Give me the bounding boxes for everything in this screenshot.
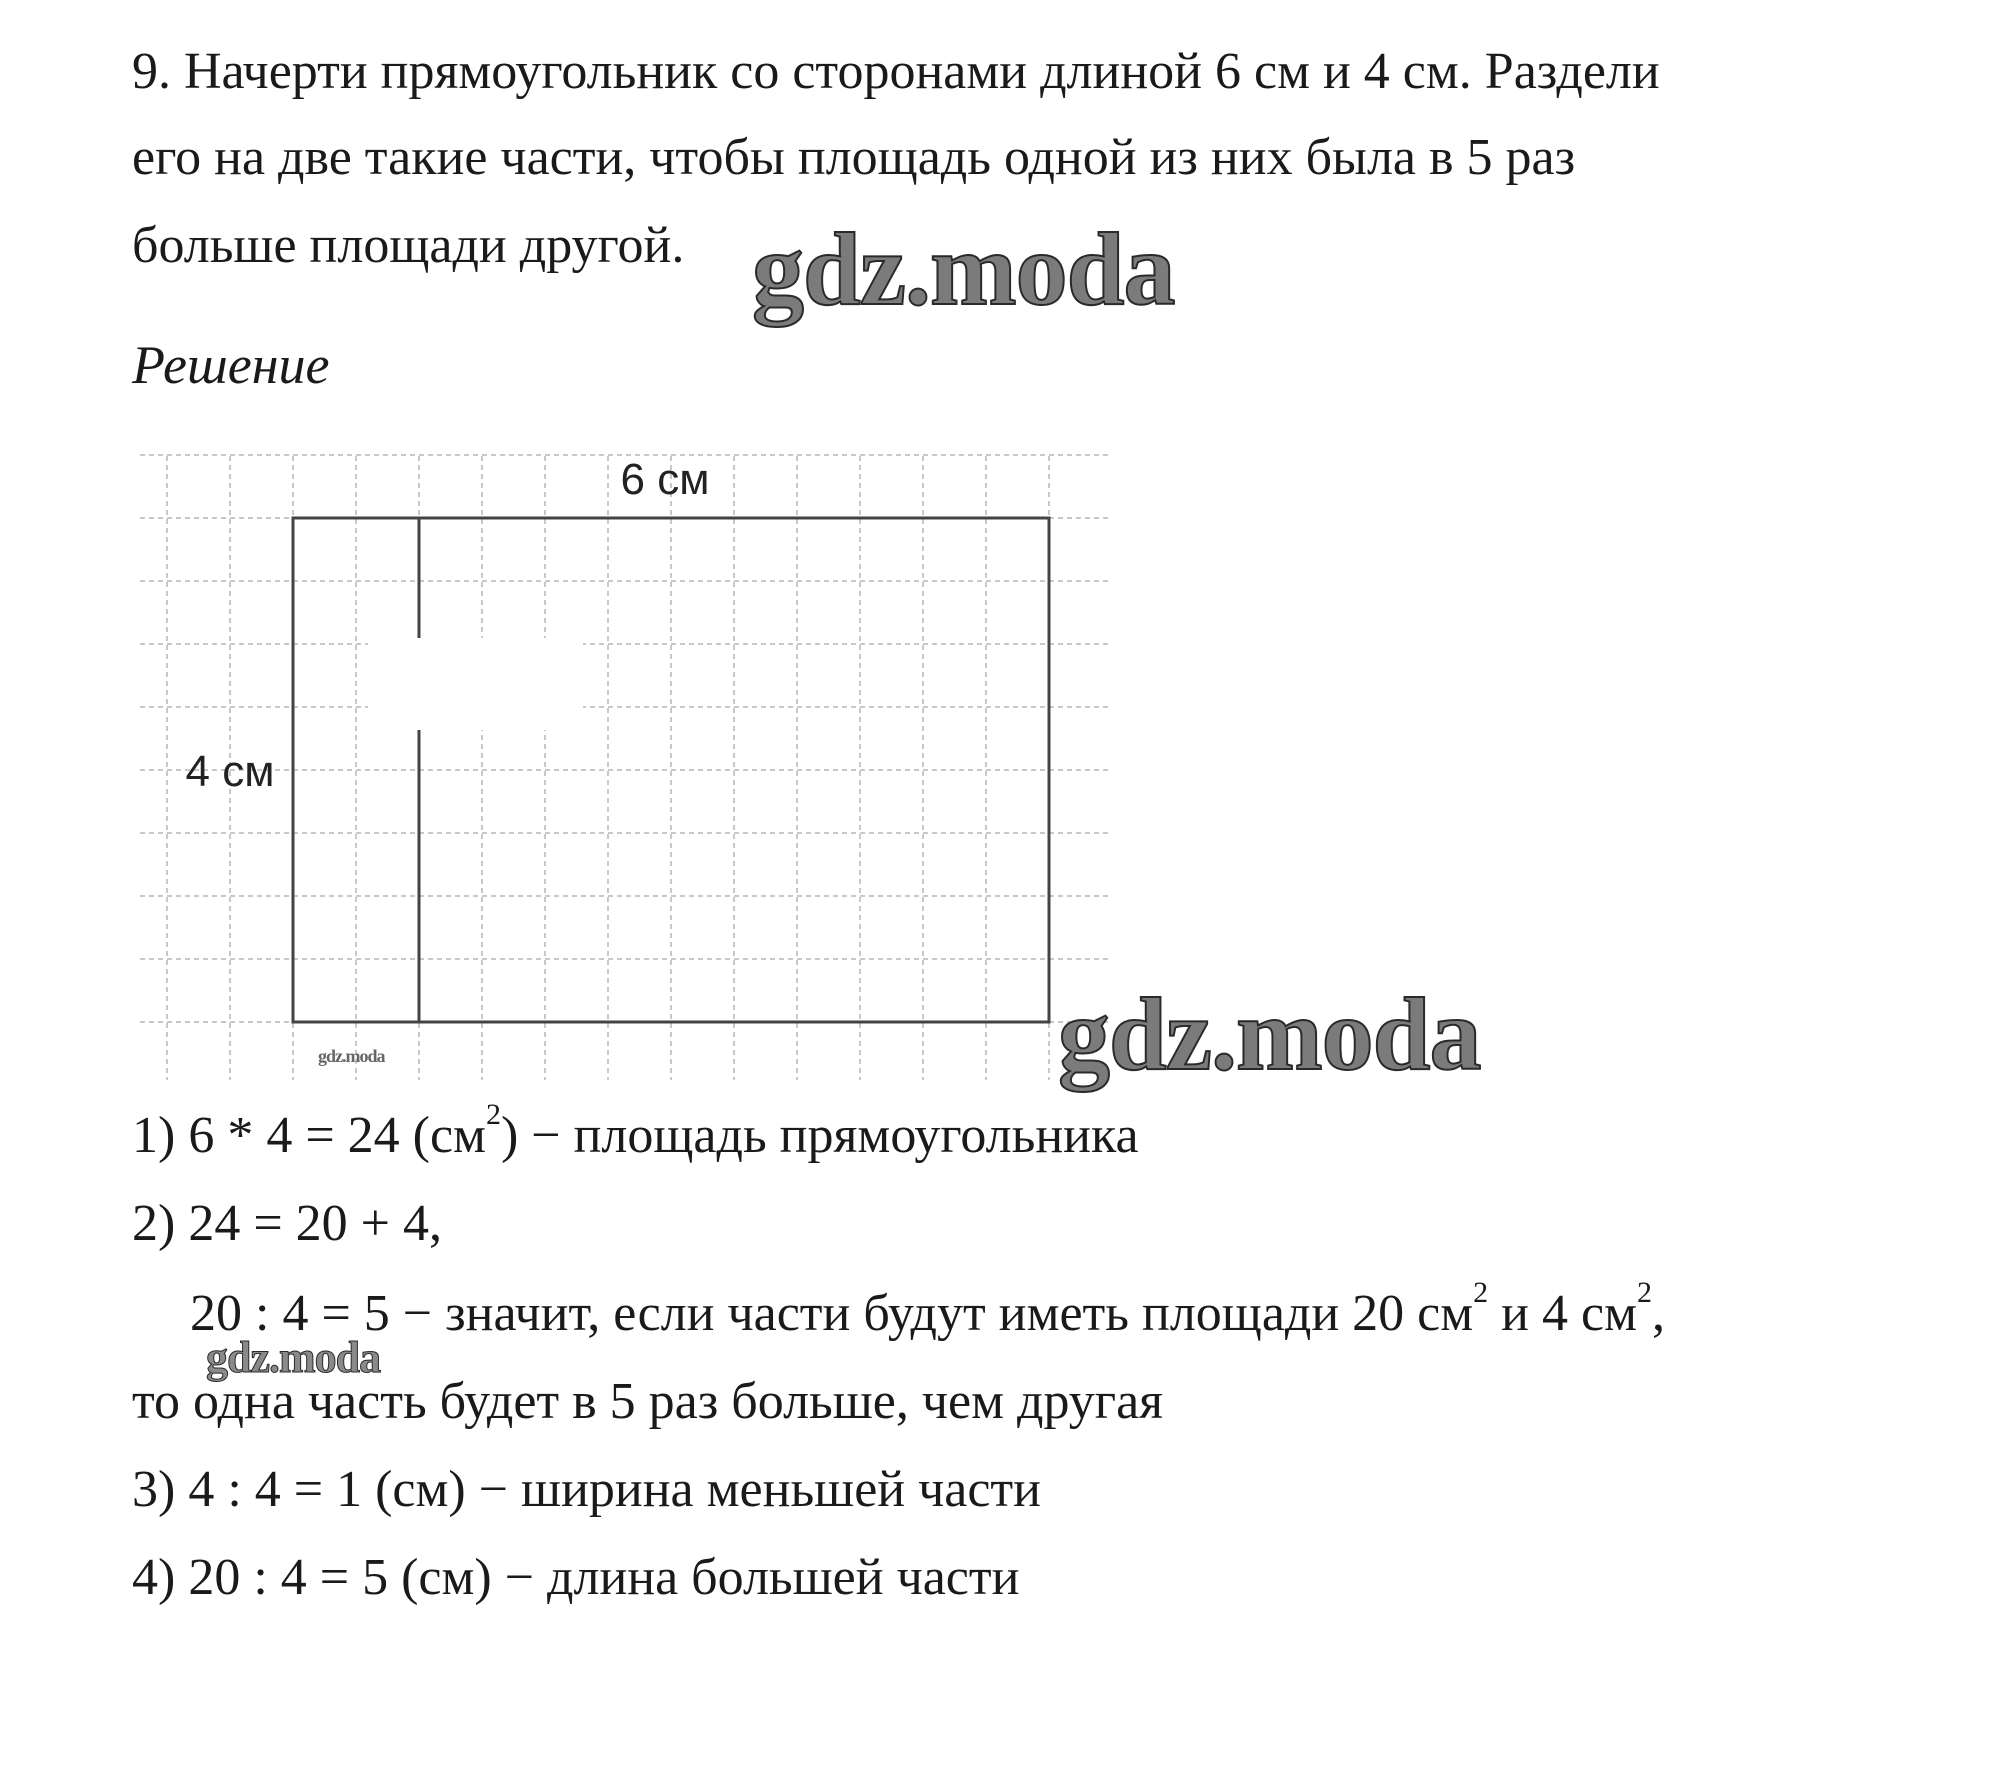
step-2: 2) 24 = 20 + 4, [132,1195,442,1252]
step-2-detail [190,1276,1665,1344]
watermark-top: gdz.moda [752,212,1175,327]
top-dimension-label: 6 см [620,455,710,504]
step-2-detail-c: , [1652,1285,1665,1342]
step-2-detail-sup1: 2 [1473,1276,1489,1309]
watermark-figure: gdz.moda [1058,977,1481,1092]
task-line-1: 9. Начерти прямоугольник со сторонами длиной 6 см и 4 см. Раздели [132,43,1660,100]
split-gap [368,638,583,730]
step-3: 3) 4 : 4 = 1 (см) − ширина меньшей части [132,1461,1041,1518]
step-4: 4) 20 : 4 = 5 (см) − длина большей части [132,1549,1020,1606]
step-1 [132,1098,1139,1166]
watermark-tiny: gdz.moda [318,1046,385,1066]
step-1-b: ) − площадь прямоугольника [500,1107,1139,1164]
grid-paper [140,455,1108,1080]
step-2-detail-sup2: 2 [1637,1276,1652,1309]
watermark-small: gdz.moda [206,1333,381,1382]
step-1-a: 1) 6 * 4 = 24 (см [132,1107,486,1164]
side-dimension-label: 4 см [185,747,275,796]
task-line-3: больше площади другой. [132,217,685,274]
solution-heading: Решение [132,335,330,395]
step-2-conclusion: то одна часть будет в 5 раз больше, чем другая [132,1373,1164,1430]
task-line-2: его на две такие части, чтобы площадь одной из них была в 5 раз [132,129,1576,186]
step-2-detail-a: 20 : 4 = 5 − значит, если части будут иметь площади 20 см [190,1285,1474,1342]
step-1-sup: 2 [485,1098,501,1131]
step-2-detail-b: и 4 см [1488,1285,1637,1342]
